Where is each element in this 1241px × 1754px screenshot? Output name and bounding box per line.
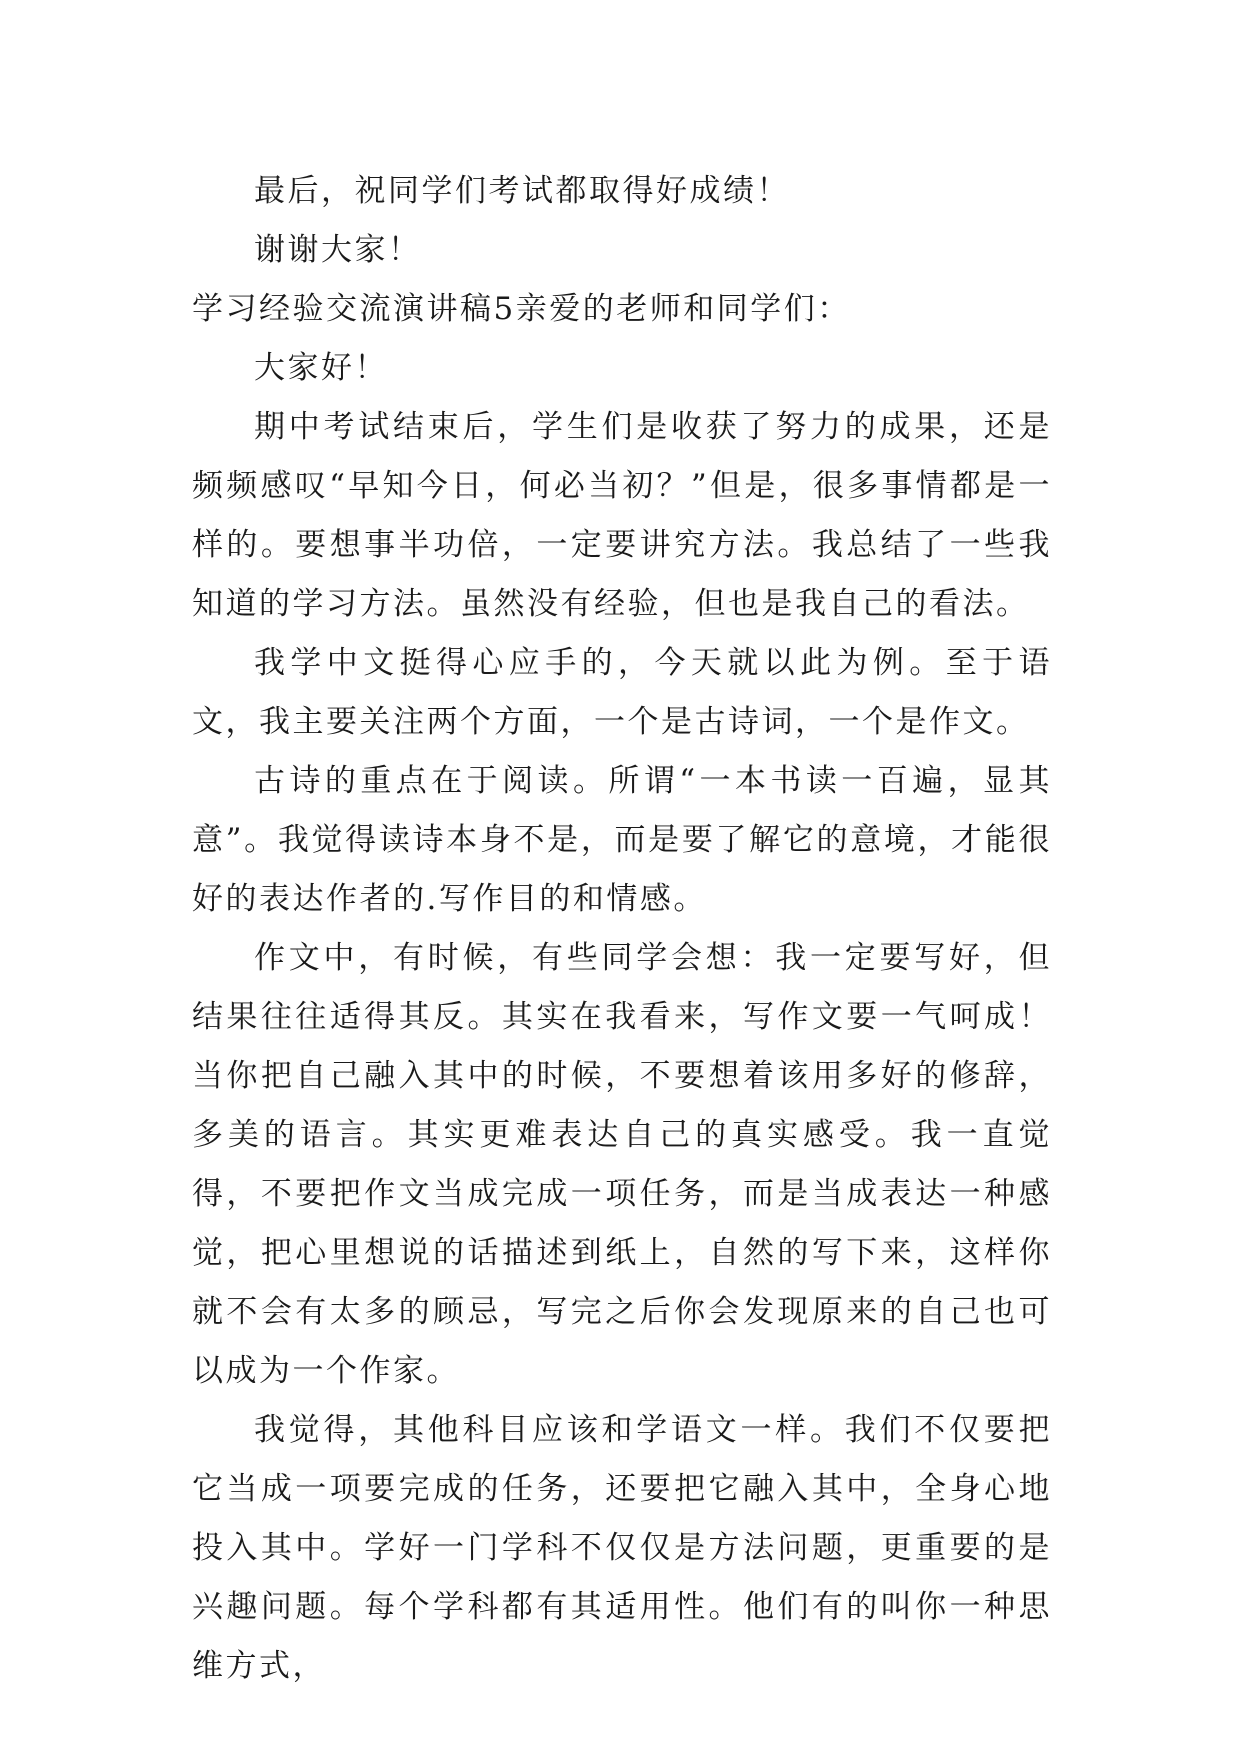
- paragraph-ancient-poetry: 古诗的重点在于阅读。所谓“一本书读一百遍，显其意”。我觉得读诗本身不是，而是要了解它的意境，才能很好的表达作者的.写作目的和情感。: [192, 763, 1052, 917]
- speech-title: 学习经验交流演讲稿5亲爱的老师和同学们：: [192, 291, 851, 327]
- paragraph-composition: 作文中，有时候，有些同学会想：我一定要写好，但结果往往适得其反。其实在我看来，写作文要一气呵成！当你把自己融入其中的时候，不要想着该用多好的修辞，多美的语言。其实更难表达自己的真实感受。我一直觉得，不要把作文当成完成一项任务，而是当成表达一种感觉，把心里想说的话描述到纸上，自然的写下来，这样你就不会有太多的顾忌，写完之后你会发现原来的自己也可以成为一个作家。: [192, 940, 1052, 1389]
- paragraph-closing-wish: 最后，祝同学们考试都取得好成绩！: [254, 173, 790, 209]
- paragraph-thanks: 谢谢大家！: [254, 232, 422, 268]
- paragraph-greeting: 大家好！: [254, 350, 388, 386]
- paragraph-chinese-example: 我学中文挺得心应手的，今天就以此为例。至于语文，我主要关注两个方面，一个是古诗词，一个是作文。: [192, 645, 1052, 740]
- paragraph-intro: 期中考试结束后，学生们是收获了努力的成果，还是频频感叹“早知今日，何必当初？”但是，很多事情都是一样的。要想事半功倍，一定要讲究方法。我总结了一些我知道的学习方法。虽然没有经验，但也是我自己的看法。: [192, 409, 1052, 622]
- document-body: [192, 162, 1052, 1696]
- paragraph-other-subjects: 我觉得，其他科目应该和学语文一样。我们不仅要把它当成一项要完成的任务，还要把它融入其中，全身心地投入其中。学好一门学科不仅仅是方法问题，更重要的是兴趣问题。每个学科都有其适用性。他们有的叫你一种思维方式，: [192, 1412, 1052, 1684]
